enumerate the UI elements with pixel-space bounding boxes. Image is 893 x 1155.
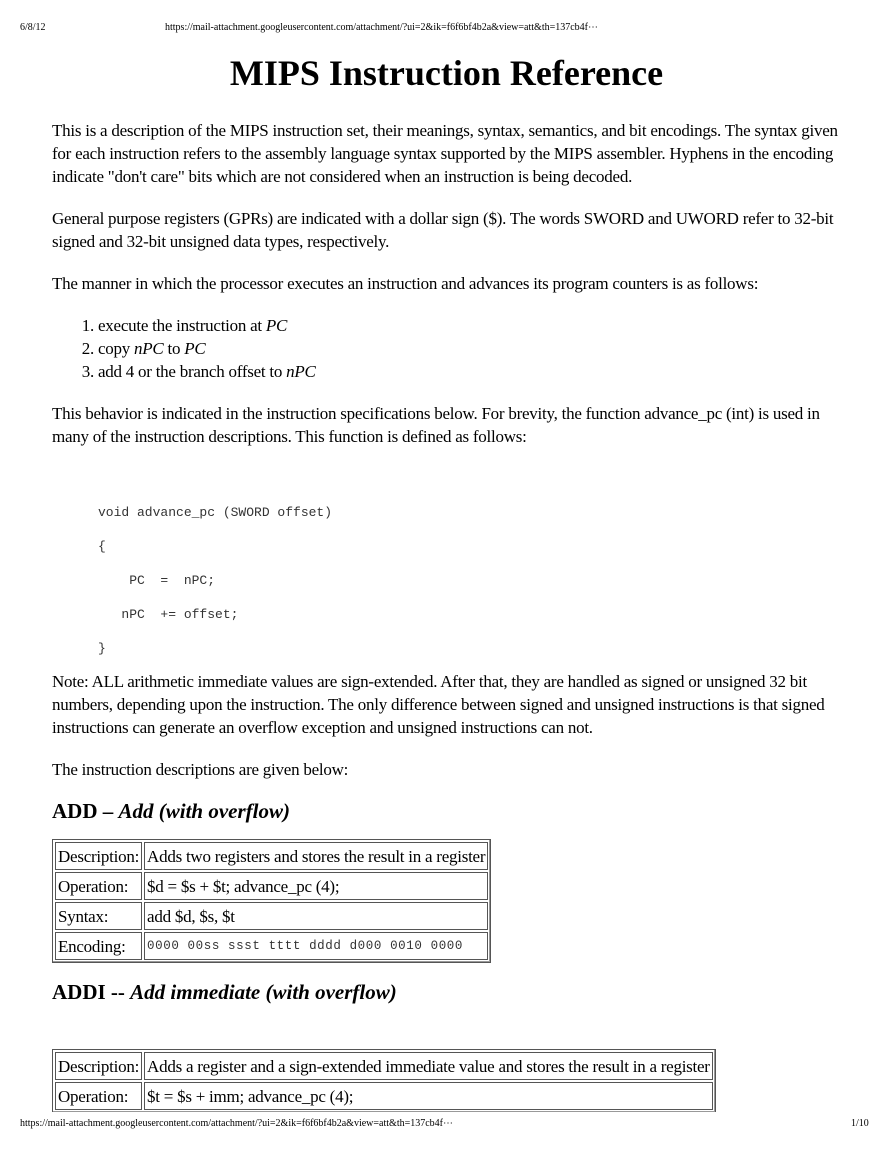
document-body — [52, 119, 852, 1020]
registers-paragraph: General purpose registers (GPRs) are indicated with a dollar sign ($). The words SWORD and UWORD refer to 32-bit signed and 32-bit unsigned data types, respectively. — [52, 209, 834, 251]
code-block: void advance_pc (SWORD offset) { PC = nPC; nPC += offset; } — [98, 505, 333, 656]
page-number: 1/10 — [851, 1118, 869, 1129]
instruction-table-add — [52, 839, 491, 963]
page-title: MIPS Instruction Reference — [229, 53, 664, 93]
row-value: add $d, $s, $t — [144, 902, 488, 930]
advance-pc-paragraph: This behavior is indicated in the instruction specifications below. For brevity, the function advance_pc (int) is used in many of the instruction descriptions. This function is defined as follows: — [52, 404, 820, 446]
row-label: Operation: — [55, 1082, 142, 1110]
row-value: Adds a register and a sign-extended immediate value and stores the result in a register — [144, 1052, 713, 1080]
print-date: 6/8/12 — [20, 22, 46, 33]
list-item: 2. copy nPC to PC — [98, 337, 852, 360]
page-clip-region — [52, 1049, 716, 1112]
print-url-header: https://mail-attachment.googleusercontent.com/attachment/?ui=2&ik=f6f6bf4b2a&view=att&th=137cb4f⋯ — [165, 22, 599, 33]
table-row — [55, 1052, 713, 1080]
print-url-footer: https://mail-attachment.googleusercontent.com/attachment/?ui=2&ik=f6f6bf4b2a&view=att&th=137cb4f⋯ — [20, 1118, 454, 1129]
table-row — [55, 872, 488, 900]
descriptions-intro: The instruction descriptions are given below: — [52, 760, 349, 779]
row-value: 0000 00ss ssst tttt dddd d000 0010 0000 — [144, 932, 488, 960]
row-label: Description: — [55, 1052, 142, 1080]
table-row — [55, 1082, 713, 1110]
list-item: 1. execute the instruction at PC — [98, 314, 852, 337]
table-row — [55, 902, 488, 930]
instruction-table-addi — [52, 1049, 716, 1112]
note-paragraph: Note: ALL arithmetic immediate values are sign-extended. After that, they are handled as signed or unsigned 32 bit numbers, depending upon the instruction. The only difference between signed and unsigned instructions is that signed instructions can generate an overflow exception and unsigned instructions can not. — [52, 672, 825, 737]
row-value: $d = $s + $t; advance_pc (4); — [144, 872, 488, 900]
list-item: 3. add 4 or the branch offset to nPC — [98, 360, 852, 383]
row-label: Syntax: — [55, 902, 142, 930]
row-label: Description: — [55, 842, 142, 870]
instruction-heading-add: ADD – Add (with overflow) — [52, 799, 290, 823]
row-label: Encoding: — [55, 932, 142, 960]
table-row — [55, 932, 488, 960]
row-label: Operation: — [55, 872, 142, 900]
table-row — [55, 842, 488, 870]
instruction-heading-addi: ADDI -- Add immediate (with overflow) — [52, 980, 397, 1004]
row-value: Adds two registers and stores the result in a register — [144, 842, 488, 870]
row-value: $t = $s + imm; advance_pc (4); — [144, 1082, 713, 1110]
execution-steps-list — [52, 314, 852, 383]
intro-paragraph: This is a description of the MIPS instruction set, their meanings, syntax, semantics, and bit encodings. The syntax given for each instruction refers to the assembly language syntax supported by the MIPS assembler. Hyphens in the encoding indicate "don't care" bits which are not considered when an instruction is being decoded. — [52, 121, 838, 186]
execution-paragraph: The manner in which the processor executes an instruction and advances its program counters is as follows: — [52, 274, 759, 293]
